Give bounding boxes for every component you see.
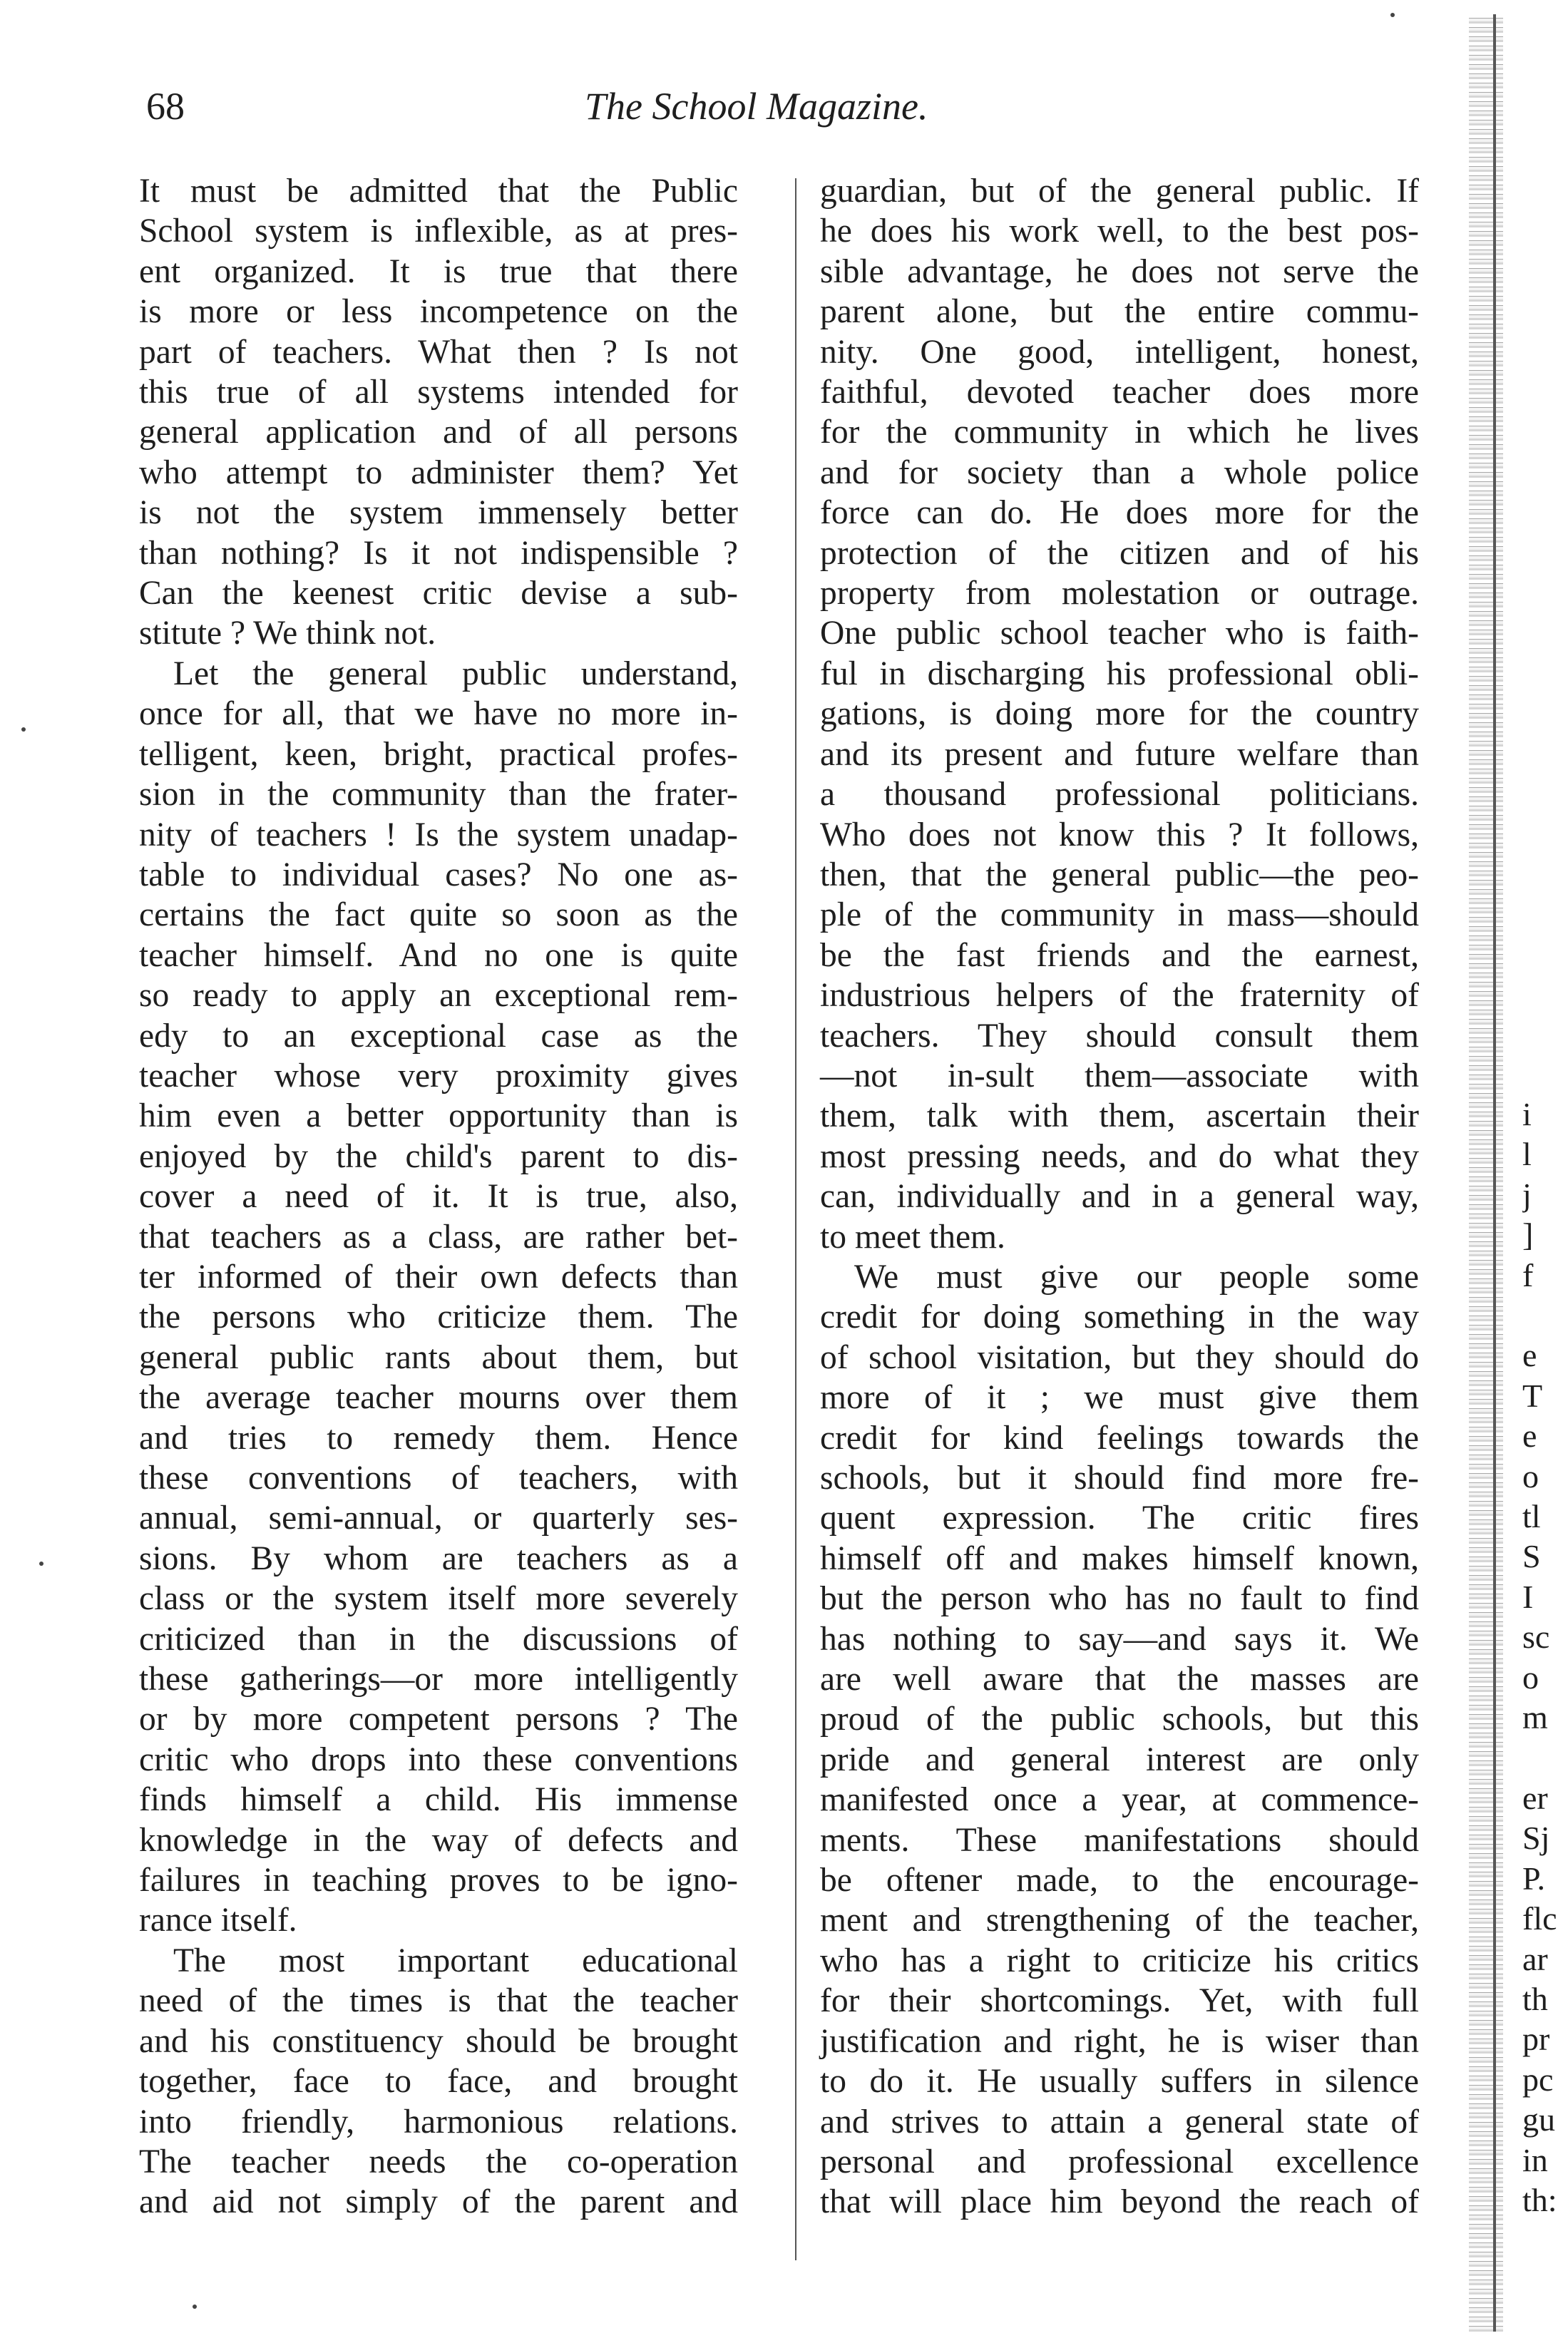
text-line: or by more competent persons ? The: [139, 1701, 738, 1738]
text-line: general public rants about them, but: [139, 1338, 738, 1376]
text-line: ter informed of their own defects than: [139, 1258, 738, 1296]
text-line: guardian, but of the general public. If: [820, 173, 1419, 210]
text-line: sion in the community than the frater-: [139, 776, 738, 814]
text-line: We must give our people some: [854, 1258, 1419, 1296]
fragment-line: ar: [1522, 1940, 1548, 1977]
fragment-line: er: [1522, 1779, 1548, 1816]
text-line: proud of the public schools, but this: [820, 1701, 1419, 1738]
text-line: class or the system itself more severely: [139, 1580, 738, 1618]
fragment-line: S: [1522, 1538, 1541, 1575]
text-line: protection of the citizen and of his: [820, 534, 1419, 572]
text-line: property from molestation or outrage.: [820, 575, 1419, 612]
facing-page-fragments: [1522, 1094, 1568, 2220]
text-line: credit for doing something in the way: [820, 1298, 1419, 1336]
text-line: and its present and future welfare than: [820, 735, 1419, 773]
text-line: credit for kind feelings towards the: [820, 1419, 1419, 1457]
fragment-line: e: [1522, 1337, 1537, 1374]
text-line: but the person who has no fault to find: [820, 1580, 1419, 1618]
fragment-line: Sj: [1522, 1820, 1550, 1857]
ink-speck: [1390, 13, 1395, 17]
column-divider: [795, 178, 796, 2260]
text-line: The most important educational: [173, 1942, 738, 1979]
fragment-line: l: [1522, 1136, 1532, 1173]
text-line: teacher himself. And no one is quite: [139, 936, 738, 974]
text-line: ple of the community in mass—should: [820, 896, 1419, 934]
text-line: pride and general interest are only: [820, 1741, 1419, 1778]
text-line: It must be admitted that the Public: [139, 173, 738, 210]
text-line: parent alone, but the entire commu-: [820, 293, 1419, 331]
ink-speck: [21, 727, 26, 732]
text-line: the average teacher mourns over them: [139, 1379, 738, 1417]
fragment-line: o: [1522, 1659, 1539, 1696]
fragment-line: j: [1522, 1176, 1532, 1213]
fragment-line: [1522, 1296, 1568, 1336]
text-line: —not in-sult them—associate with: [820, 1057, 1419, 1094]
text-line: than nothing? Is it not indispensible ?: [139, 534, 738, 572]
text-line: and aid not simply of the parent and: [139, 2183, 738, 2221]
text-line: this true of all systems intended for: [139, 374, 738, 411]
text-line: the persons who criticize them. The: [139, 1298, 738, 1336]
text-line: certains the fact quite so soon as the: [139, 896, 738, 934]
fragment-line: th:: [1522, 2181, 1557, 2218]
ink-speck: [193, 2305, 197, 2309]
text-line: then, that the general public—the peo-: [820, 856, 1419, 893]
text-line: quent expression. The critic fires: [820, 1499, 1419, 1537]
text-line: is not the system immensely better: [139, 494, 738, 532]
text-line: force can do. He does more for the: [820, 494, 1419, 532]
text-line: teachers. They should consult them: [820, 1017, 1419, 1055]
text-line: schools, but it should find more fre-: [820, 1460, 1419, 1497]
text-line: stitute ? We think not.: [139, 615, 436, 652]
page-number: 68: [146, 85, 185, 128]
text-line: The teacher needs the co-operation: [139, 2143, 738, 2180]
right-column: [820, 171, 1419, 2223]
text-line: to do it. He usually suffers in silence: [820, 2063, 1419, 2101]
text-line: more of it ; we must give them: [820, 1379, 1419, 1417]
ink-speck: [39, 1562, 43, 1566]
text-line: nity. One good, intelligent, honest,: [820, 333, 1419, 371]
text-line: once for all, that we have no more in-: [139, 695, 738, 733]
text-line: teacher whose very proximity gives: [139, 1057, 738, 1094]
fragment-line: [1522, 1738, 1568, 1778]
text-line: criticized than in the discussions of: [139, 1620, 738, 1658]
fragment-line: pc: [1522, 2061, 1554, 2098]
text-line: annual, semi-annual, or quarterly ses-: [139, 1499, 738, 1537]
fragment-line: I: [1522, 1578, 1534, 1615]
text-line: he does his work well, to the best pos-: [820, 212, 1419, 250]
fragment-line: o: [1522, 1457, 1539, 1495]
text-line: enjoyed by the child's parent to dis-: [139, 1137, 738, 1175]
left-column: [139, 171, 738, 2223]
text-line: into friendly, harmonious relations.: [139, 2103, 738, 2141]
text-line: of school visitation, but they should do: [820, 1338, 1419, 1376]
text-line: cover a need of it. It is true, also,: [139, 1178, 738, 1216]
text-line: and strives to attain a general state of: [820, 2103, 1419, 2141]
text-line: gations, is doing more for the country: [820, 695, 1419, 733]
fragment-line: ]: [1522, 1216, 1534, 1254]
text-line: ments. These manifestations should: [820, 1821, 1419, 1859]
text-line: himself off and makes himself known,: [820, 1539, 1419, 1577]
text-line: has nothing to say—and says it. We: [820, 1620, 1419, 1658]
text-line: rance itself.: [139, 1902, 297, 1939]
text-line: so ready to apply an exceptional rem-: [139, 977, 738, 1015]
text-line: that will place him beyond the reach of: [820, 2183, 1419, 2221]
fragment-line: th: [1522, 1980, 1548, 2017]
fragment-line: pr: [1522, 2021, 1550, 2058]
text-line: him even a better opportunity than is: [139, 1097, 738, 1135]
fragment-line: e: [1522, 1417, 1537, 1455]
text-line: Who does not know this ? It follows,: [820, 816, 1419, 853]
text-line: justification and right, he is wiser than: [820, 2022, 1419, 2060]
text-line: sions. By whom are teachers as a: [139, 1539, 738, 1577]
text-line: and his constituency should be brought: [139, 2022, 738, 2060]
text-line: faithful, devoted teacher does more: [820, 374, 1419, 411]
text-line: personal and professional excellence: [820, 2143, 1419, 2180]
text-line: together, face to face, and brought: [139, 2063, 738, 2101]
text-line: ent organized. It is true that there: [139, 252, 738, 290]
text-line: a thousand professional politicians.: [820, 776, 1419, 814]
text-line: general application and of all persons: [139, 414, 738, 451]
text-line: ment and strengthening of the teacher,: [820, 1902, 1419, 1939]
text-line: is more or less incompetence on the: [139, 293, 738, 331]
text-line: who attempt to administer them? Yet: [139, 453, 738, 491]
text-line: One public school teacher who is faith-: [820, 615, 1419, 652]
text-line: telligent, keen, bright, practical profes-: [139, 735, 738, 773]
text-line: who has a right to criticize his critics: [820, 1942, 1419, 1979]
fragment-line: m: [1522, 1699, 1548, 1736]
text-line: nity of teachers ! Is the system unadap-: [139, 816, 738, 853]
text-line: ful in discharging his professional obli-: [820, 655, 1419, 692]
text-line: be oftener made, to the encourage-: [820, 1862, 1419, 1900]
fragment-line: tl: [1522, 1498, 1541, 1535]
text-line: need of the times is that the teacher: [139, 1982, 738, 2020]
text-line: critic who drops into these conventions: [139, 1741, 738, 1778]
fragment-line: f: [1522, 1256, 1534, 1293]
binding-edge: [1469, 14, 1503, 2332]
text-line: manifested once a year, at commence-: [820, 1781, 1419, 1819]
text-line: that teachers as a class, are rather bet-: [139, 1218, 738, 1256]
fragment-line: sc: [1522, 1619, 1550, 1656]
fragment-line: T: [1522, 1377, 1543, 1414]
fragment-line: flc: [1522, 1900, 1557, 1937]
text-line: Can the keenest critic devise a sub-: [139, 575, 738, 612]
text-line: School system is inflexible, as at pres-: [139, 212, 738, 250]
text-line: these gatherings—or more intelligently: [139, 1661, 738, 1698]
text-line: industrious helpers of the fraternity of: [820, 977, 1419, 1015]
text-line: knowledge in the way of defects and: [139, 1821, 738, 1859]
text-line: finds himself a child. His immense: [139, 1781, 738, 1819]
text-line: can, individually and in a general way,: [820, 1178, 1419, 1216]
text-line: and tries to remedy them. Hence: [139, 1419, 738, 1457]
text-line: edy to an exceptional case as the: [139, 1017, 738, 1055]
fragment-line: gu: [1522, 2101, 1555, 2138]
text-line: table to individual cases? No one as-: [139, 856, 738, 893]
text-line: for their shortcomings. Yet, with full: [820, 1982, 1419, 2020]
text-line: them, talk with them, ascertain their: [820, 1097, 1419, 1135]
text-line: these conventions of teachers, with: [139, 1460, 738, 1497]
text-line: are well aware that the masses are: [820, 1661, 1419, 1698]
fragment-line: in: [1522, 2141, 1548, 2178]
text-line: sible advantage, he does not serve the: [820, 252, 1419, 290]
text-line: most pressing needs, and do what they: [820, 1137, 1419, 1175]
text-line: and for society than a whole police: [820, 453, 1419, 491]
text-line: failures in teaching proves to be igno-: [139, 1862, 738, 1900]
running-title: The School Magazine.: [585, 85, 928, 128]
text-line: for the community in which he lives: [820, 414, 1419, 451]
fragment-line: i: [1522, 1096, 1532, 1132]
fragment-line: P.: [1522, 1860, 1545, 1897]
text-line: to meet them.: [820, 1218, 1005, 1256]
text-line: part of teachers. What then ? Is not: [139, 333, 738, 371]
text-line: Let the general public understand,: [173, 655, 738, 692]
text-line: be the fast friends and the earnest,: [820, 936, 1419, 974]
